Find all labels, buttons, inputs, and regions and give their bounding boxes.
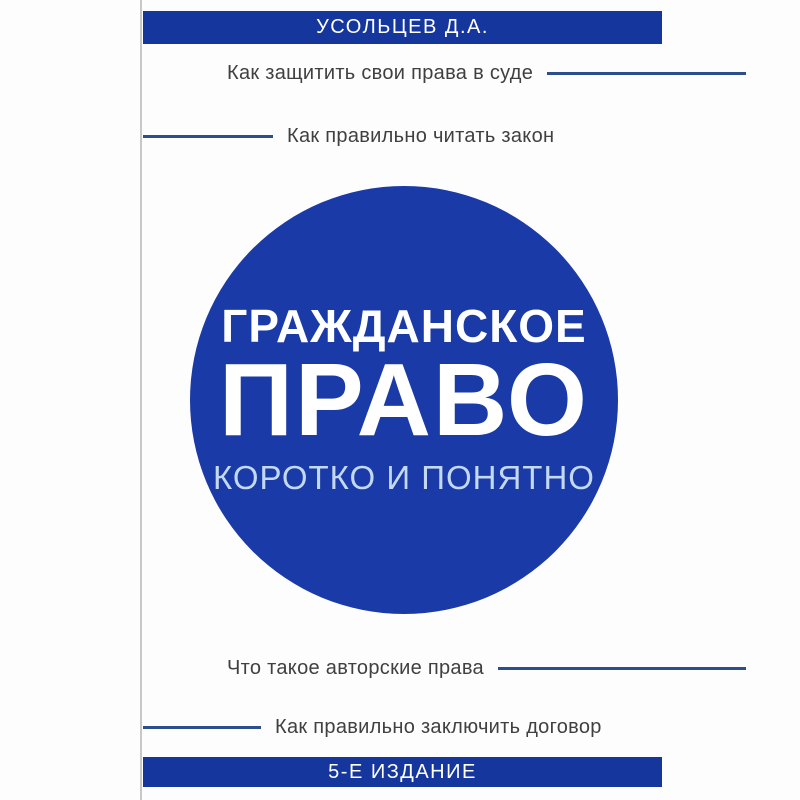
edition-label: 5-Е ИЗДАНИЕ (328, 760, 477, 783)
tagline-rule (143, 726, 261, 729)
tagline-row (143, 655, 746, 681)
title-circle (190, 186, 618, 614)
tagline-rule (498, 667, 746, 670)
tagline-rule (547, 72, 746, 75)
title-line-1: ГРАЖДАНСКОЕ (221, 299, 587, 352)
title-line-2: ПРАВО (219, 341, 589, 457)
tagline-text: Что такое авторские права (227, 656, 484, 679)
cover-left-edge-line (140, 0, 142, 800)
tagline-text: Как защитить свои права в суде (227, 61, 534, 84)
tagline-text: Как правильно заключить договор (275, 715, 602, 738)
tagline-rule (143, 135, 273, 138)
tagline-row (143, 714, 662, 740)
title-subtitle: КОРОТКО И ПОНЯТНО (213, 459, 595, 497)
author-name: УСОЛЬЦЕВ Д.А. (316, 16, 489, 38)
author-bar (143, 11, 662, 44)
tagline-row (143, 60, 746, 86)
edition-bar (143, 757, 662, 787)
tagline-text: Как правильно читать закон (287, 124, 555, 147)
tagline-row (143, 123, 662, 149)
